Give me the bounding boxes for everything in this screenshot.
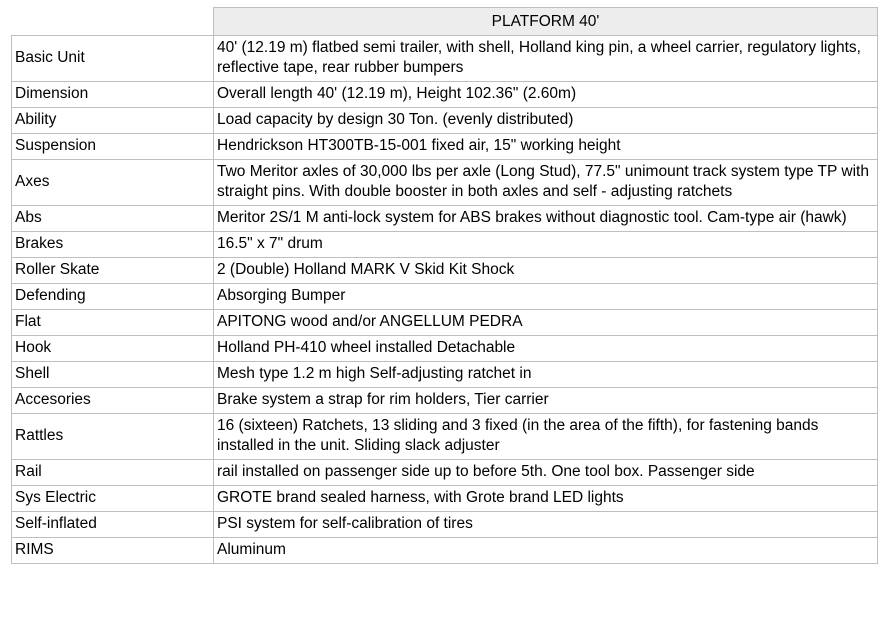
row-label: Self-inflated: [12, 512, 214, 538]
row-label: Brakes: [12, 232, 214, 258]
table-row: [12, 460, 878, 486]
row-value: Overall length 40' (12.19 m), Height 102.36" (2.60m): [214, 82, 878, 108]
table-title: PLATFORM 40': [214, 8, 878, 36]
table-row: [12, 82, 878, 108]
row-label: Shell: [12, 362, 214, 388]
header-blank-cell: [12, 8, 214, 36]
row-label: Defending: [12, 284, 214, 310]
table-row: [12, 284, 878, 310]
row-label: Rattles: [12, 414, 214, 460]
row-value: Two Meritor axles of 30,000 lbs per axle (Long Stud), 77.5" unimount track system type TP with straight pins. With double booster in both axles and self - adjusting ratchets: [214, 160, 878, 206]
row-value: Hendrickson HT300TB-15-001 fixed air, 15" working height: [214, 134, 878, 160]
row-value: Aluminum: [214, 538, 878, 564]
table-row: [12, 414, 878, 460]
row-label: Accesories: [12, 388, 214, 414]
table-row: [12, 362, 878, 388]
row-label: Ability: [12, 108, 214, 134]
row-value: Brake system a strap for rim holders, Tier carrier: [214, 388, 878, 414]
table-row: [12, 538, 878, 564]
row-value: Meritor 2S/1 M anti-lock system for ABS brakes without diagnostic tool. Cam-type air (hawk): [214, 206, 878, 232]
table-row: [12, 160, 878, 206]
row-label: Flat: [12, 310, 214, 336]
row-value: 40' (12.19 m) flatbed semi trailer, with shell, Holland king pin, a wheel carrier, regulatory lights, reflective tape, rear rubber bumpers: [214, 36, 878, 82]
table-row: [12, 232, 878, 258]
table-header-row: [12, 8, 878, 36]
table-row: [12, 206, 878, 232]
row-value: 2 (Double) Holland MARK V Skid Kit Shock: [214, 258, 878, 284]
table-row: [12, 486, 878, 512]
table-row: [12, 512, 878, 538]
row-value: rail installed on passenger side up to before 5th. One tool box. Passenger side: [214, 460, 878, 486]
row-label: Basic Unit: [12, 36, 214, 82]
row-value: Mesh type 1.2 m high Self-adjusting ratchet in: [214, 362, 878, 388]
row-label: Hook: [12, 336, 214, 362]
row-value: GROTE brand sealed harness, with Grote brand LED lights: [214, 486, 878, 512]
table-row: [12, 258, 878, 284]
row-label: Roller Skate: [12, 258, 214, 284]
table-row: [12, 134, 878, 160]
row-label: Axes: [12, 160, 214, 206]
row-label: Rail: [12, 460, 214, 486]
row-value: PSI system for self-calibration of tires: [214, 512, 878, 538]
row-value: APITONG wood and/or ANGELLUM PEDRA: [214, 310, 878, 336]
row-value: Holland PH-410 wheel installed Detachable: [214, 336, 878, 362]
table-row: [12, 36, 878, 82]
table-row: [12, 336, 878, 362]
row-value: 16.5" x 7" drum: [214, 232, 878, 258]
table-row: [12, 388, 878, 414]
row-label: Sys Electric: [12, 486, 214, 512]
row-value: 16 (sixteen) Ratchets, 13 sliding and 3 fixed (in the area of the fifth), for fastening bands installed in the unit. Sliding slack adjuster: [214, 414, 878, 460]
row-label: Dimension: [12, 82, 214, 108]
table-row: [12, 108, 878, 134]
row-label: Abs: [12, 206, 214, 232]
row-label: Suspension: [12, 134, 214, 160]
row-value: Absorging Bumper: [214, 284, 878, 310]
row-value: Load capacity by design 30 Ton. (evenly distributed): [214, 108, 878, 134]
row-label: RIMS: [12, 538, 214, 564]
spec-table: [11, 7, 878, 564]
table-row: [12, 310, 878, 336]
